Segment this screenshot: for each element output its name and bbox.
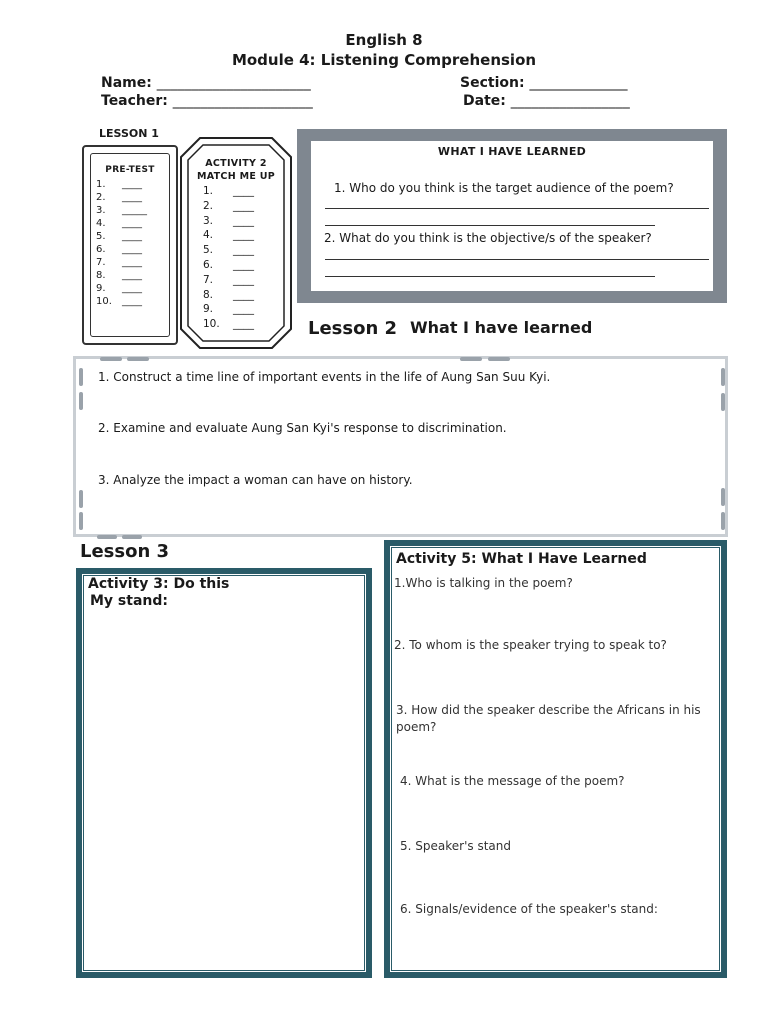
lesson2-title: Lesson 2 xyxy=(308,318,398,339)
activity5-question: 4. What is the message of the poem? xyxy=(400,774,625,788)
bone-decoration xyxy=(79,512,83,530)
activity2-title: ACTIVITY 2 MATCH ME UP xyxy=(196,158,275,182)
pretest-title: PRE-TEST xyxy=(105,165,155,175)
date-label: Date: xyxy=(463,93,506,109)
objective-item: 3. Analyze the impact a woman can have on history. xyxy=(98,473,413,487)
date-line: _________________ xyxy=(510,93,630,109)
activity5-question: 3. How did the speaker describe the Africans in his poem? xyxy=(396,703,701,734)
list-item[interactable]: 10. ____ xyxy=(96,296,142,307)
list-item[interactable]: 1. ____ xyxy=(203,185,254,197)
lesson1-title: LESSON 1 xyxy=(99,127,159,140)
activity3-subtitle: My stand: xyxy=(90,593,168,609)
activity5-box xyxy=(384,540,727,978)
bone-decoration xyxy=(721,368,725,386)
activity3-box[interactable] xyxy=(76,568,372,978)
section-field[interactable] xyxy=(460,75,627,91)
list-item[interactable]: 3. _____ xyxy=(96,205,147,216)
activity5-question: 6. Signals/evidence of the speaker's stand: xyxy=(400,902,658,916)
section-label: Section: xyxy=(460,75,525,91)
name-field[interactable] xyxy=(101,75,311,91)
list-item[interactable]: 10. ____ xyxy=(203,318,254,331)
pretest-scroll xyxy=(82,145,178,345)
list-item[interactable]: 1. ____ xyxy=(96,179,142,190)
activity5-question: 1.Who is talking in the poem? xyxy=(394,576,573,590)
teacher-line: ____________________ xyxy=(172,93,313,109)
date-field[interactable] xyxy=(463,93,630,109)
activity2-list xyxy=(203,184,283,332)
section-line: ______________ xyxy=(529,75,628,91)
lesson2-subtitle: What I have learned xyxy=(410,318,593,337)
learned-q1: 1. Who do you think is the target audience of the poem? xyxy=(334,181,674,195)
list-item[interactable]: 6. ____ xyxy=(203,258,254,271)
bone-decoration xyxy=(122,535,142,539)
learned-frame xyxy=(297,129,727,303)
list-item[interactable]: 6. ____ xyxy=(96,244,142,255)
bone-decoration xyxy=(488,357,510,361)
learned-title: WHAT I HAVE LEARNED xyxy=(437,145,587,158)
bone-decoration xyxy=(460,357,482,361)
list-item[interactable]: 7. ____ xyxy=(203,273,254,286)
bone-decoration xyxy=(97,535,117,539)
objective-item: 2. Examine and evaluate Aung San Kyi's response to discrimination. xyxy=(98,421,507,435)
objective-item: 1. Construct a time line of important events in the life of Aung San Suu Kyi. xyxy=(98,370,551,384)
learned-q2: 2. What do you think is the objective/s of the speaker? xyxy=(324,231,652,245)
bone-decoration xyxy=(127,357,149,361)
list-item[interactable]: 9. ____ xyxy=(203,303,254,316)
list-item[interactable]: 5. ____ xyxy=(96,231,142,242)
bone-decoration xyxy=(79,490,83,508)
activity3-title: Activity 3: Do this xyxy=(88,576,230,592)
list-item[interactable]: 9. ____ xyxy=(96,283,142,294)
list-item[interactable]: 5. ____ xyxy=(203,244,254,257)
bone-decoration xyxy=(721,393,725,411)
name-label: Name: xyxy=(101,75,152,91)
activity5-title: Activity 5: What I Have Learned xyxy=(396,551,647,567)
list-item[interactable]: 7. ____ xyxy=(96,257,142,268)
list-item[interactable]: 4. ____ xyxy=(203,229,254,242)
list-item[interactable]: 3. ____ xyxy=(203,214,254,227)
activity5-question: 2. To whom is the speaker trying to speak to? xyxy=(394,638,667,652)
answer-line[interactable] xyxy=(325,225,655,226)
bone-decoration xyxy=(100,357,122,361)
teacher-label: Teacher: xyxy=(101,93,168,109)
module-title: Module 4: Listening Comprehension xyxy=(231,51,537,69)
bone-decoration xyxy=(721,512,725,530)
subject-title: English 8 xyxy=(345,31,423,49)
list-item[interactable]: 8. ____ xyxy=(96,270,142,281)
list-item[interactable]: 2. ____ xyxy=(96,192,142,203)
answer-line[interactable] xyxy=(325,276,655,277)
bone-decoration xyxy=(79,392,83,410)
answer-line[interactable] xyxy=(325,208,709,209)
lesson3-title: Lesson 3 xyxy=(80,541,170,562)
bone-decoration xyxy=(721,488,725,506)
answer-line[interactable] xyxy=(325,259,709,260)
teacher-field[interactable] xyxy=(101,93,313,109)
list-item[interactable]: 2. ____ xyxy=(203,199,254,212)
list-item[interactable]: 4. ____ xyxy=(96,218,142,229)
learned-card xyxy=(311,141,713,291)
pretest-list xyxy=(96,178,166,308)
list-item[interactable]: 8. ____ xyxy=(203,288,254,301)
name-line: ______________________ xyxy=(156,75,311,91)
bone-decoration xyxy=(79,368,83,386)
activity5-question: 5. Speaker's stand xyxy=(400,839,511,853)
